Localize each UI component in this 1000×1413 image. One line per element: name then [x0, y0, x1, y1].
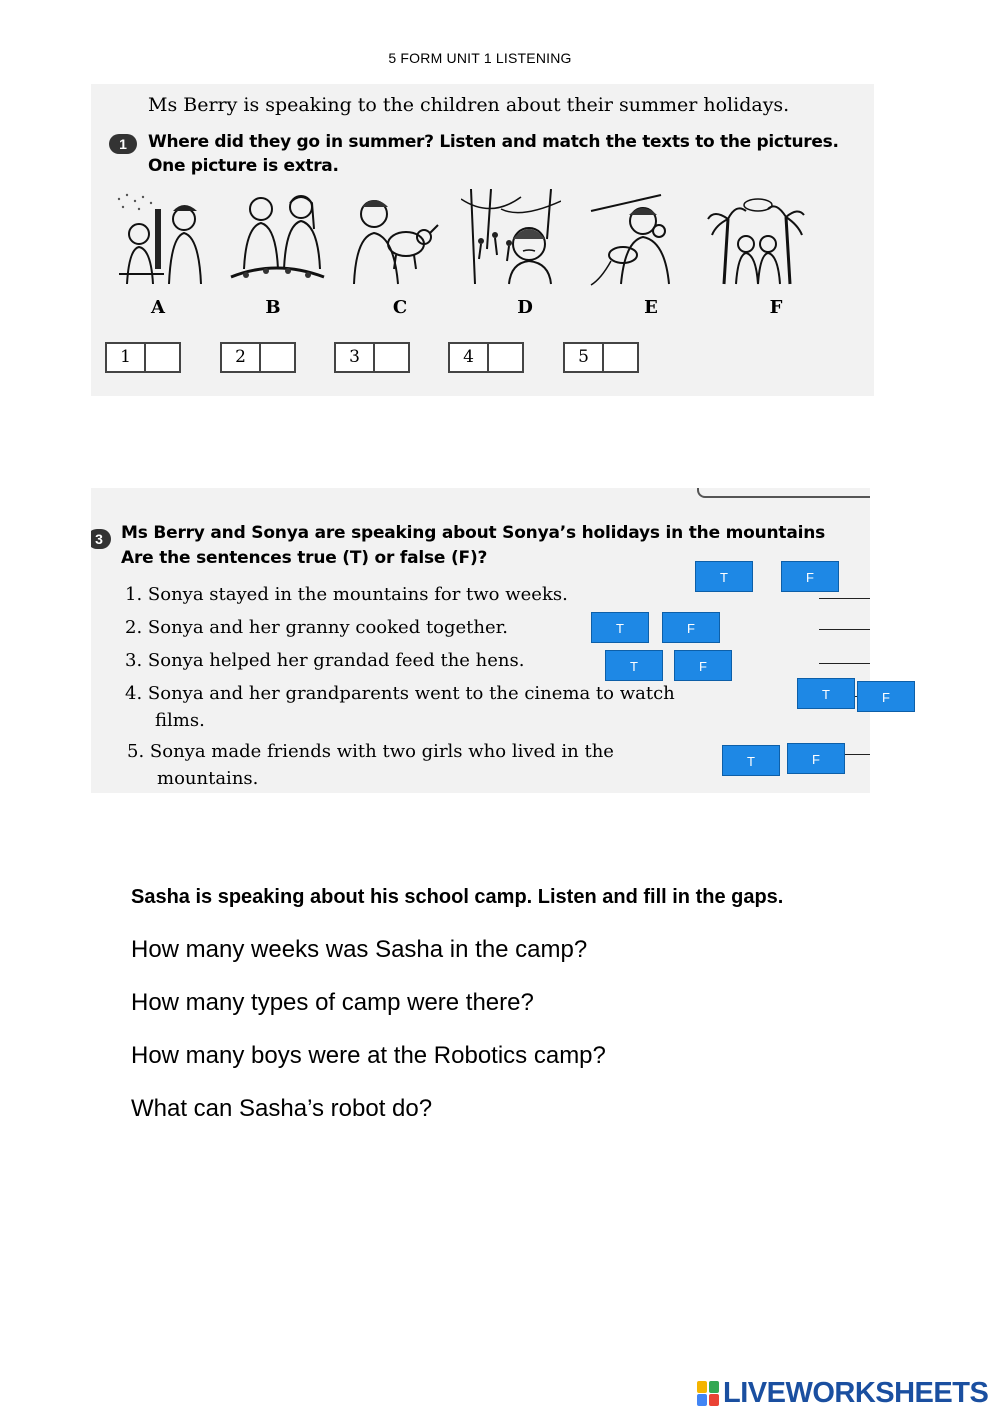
- task3-heading: Sasha is speaking about his school camp. Listen and fill in the gaps.: [131, 886, 784, 908]
- statement-text: Sonya and her granny cooked together.: [147, 617, 509, 638]
- statement-number: 4.: [125, 683, 143, 704]
- match-box-number: 2: [222, 344, 261, 371]
- picture-label-d: D: [517, 297, 533, 318]
- statement-2-true-button[interactable]: T: [591, 612, 649, 643]
- statement-3-true-button[interactable]: T: [605, 650, 663, 681]
- task2-question: Ms Berry and Sonya are speaking about Sonya’s holidays in the mountains: [121, 523, 826, 543]
- picture-e-illustration: [581, 189, 681, 289]
- match-box-number: 4: [450, 344, 489, 371]
- match-box-4: [448, 342, 524, 373]
- logo-text: LIVEWORKSHEETS: [723, 1376, 989, 1409]
- statement-5-false-button[interactable]: F: [787, 743, 845, 774]
- statement-2: [125, 617, 508, 638]
- picture-c-illustration: [346, 189, 446, 289]
- statement-text: Sonya helped her grandad feed the hens.: [147, 650, 525, 671]
- statement-4-false-button[interactable]: F: [857, 681, 915, 712]
- statement-2-false-button[interactable]: F: [662, 612, 720, 643]
- answer-line: [819, 629, 870, 630]
- task1-intro: Ms Berry is speaking to the children about their summer holidays.: [148, 94, 790, 116]
- task1-number-badge: 1: [109, 134, 137, 154]
- task3-question-1: How many weeks was Sasha in the camp?: [131, 936, 588, 963]
- statement-4-true-button[interactable]: T: [797, 678, 855, 709]
- picture-label-a: A: [151, 297, 165, 318]
- statement-text: Sonya and her grandparents went to the cinema to watch: [147, 683, 675, 704]
- statement-5-true-button[interactable]: T: [722, 745, 780, 776]
- task1-scan: [91, 84, 874, 396]
- statement-1: [125, 584, 568, 605]
- picture-a-illustration: [109, 189, 209, 289]
- statement-number: 1.: [125, 584, 143, 605]
- task2-question-line2: Are the sentences true (T) or false (F)?: [121, 548, 488, 568]
- answer-line: [819, 663, 870, 664]
- statement-text: Sonya stayed in the mountains for two weeks.: [147, 584, 568, 605]
- statement-number: 3.: [125, 650, 143, 671]
- statement-text: Sonya made friends with two girls who lived in the: [149, 741, 614, 762]
- match-box-5: [563, 342, 639, 373]
- statement-4: [125, 683, 675, 704]
- answer-line: [819, 598, 870, 599]
- statement-number: 5.: [127, 741, 145, 762]
- picture-label-e: E: [644, 297, 658, 318]
- match-box-number: 3: [336, 344, 375, 371]
- match-box-1: [105, 342, 181, 373]
- task1-question-extra: One picture is extra.: [148, 156, 339, 176]
- statement-3: [125, 650, 524, 671]
- statement-5-continued: mountains.: [157, 768, 259, 789]
- statement-5: [127, 741, 614, 762]
- task3-question-4: What can Sasha’s robot do?: [131, 1095, 433, 1122]
- picture-label-b: B: [265, 297, 281, 318]
- scan-edge-frame: [697, 488, 870, 498]
- task3-question-3: How many boys were at the Robotics camp?: [131, 1042, 606, 1069]
- page-title: 5 FORM UNIT 1 LISTENING: [388, 50, 572, 66]
- liveworksheets-logo: [697, 1376, 988, 1410]
- liveworksheets-logo-icon: [697, 1379, 721, 1407]
- picture-label-f: F: [769, 297, 783, 318]
- statement-number: 2.: [125, 617, 143, 638]
- statement-1-false-button[interactable]: F: [781, 561, 839, 592]
- task3-question-2: How many types of camp were there?: [131, 989, 534, 1016]
- picture-f-illustration: [706, 189, 806, 289]
- picture-d-illustration: [461, 189, 561, 289]
- picture-b-illustration: [226, 189, 326, 289]
- match-box-2: [220, 342, 296, 373]
- statement-1-true-button[interactable]: T: [695, 561, 753, 592]
- task2-number-badge: 3: [91, 529, 111, 549]
- task1-question: Where did they go in summer? Listen and match the texts to the pictures.: [148, 132, 839, 152]
- match-box-3: [334, 342, 410, 373]
- picture-label-c: C: [392, 297, 408, 318]
- statement-3-false-button[interactable]: F: [674, 650, 732, 681]
- match-box-number: 1: [107, 344, 146, 371]
- match-box-number: 5: [565, 344, 604, 371]
- statement-4-continued: films.: [155, 710, 205, 731]
